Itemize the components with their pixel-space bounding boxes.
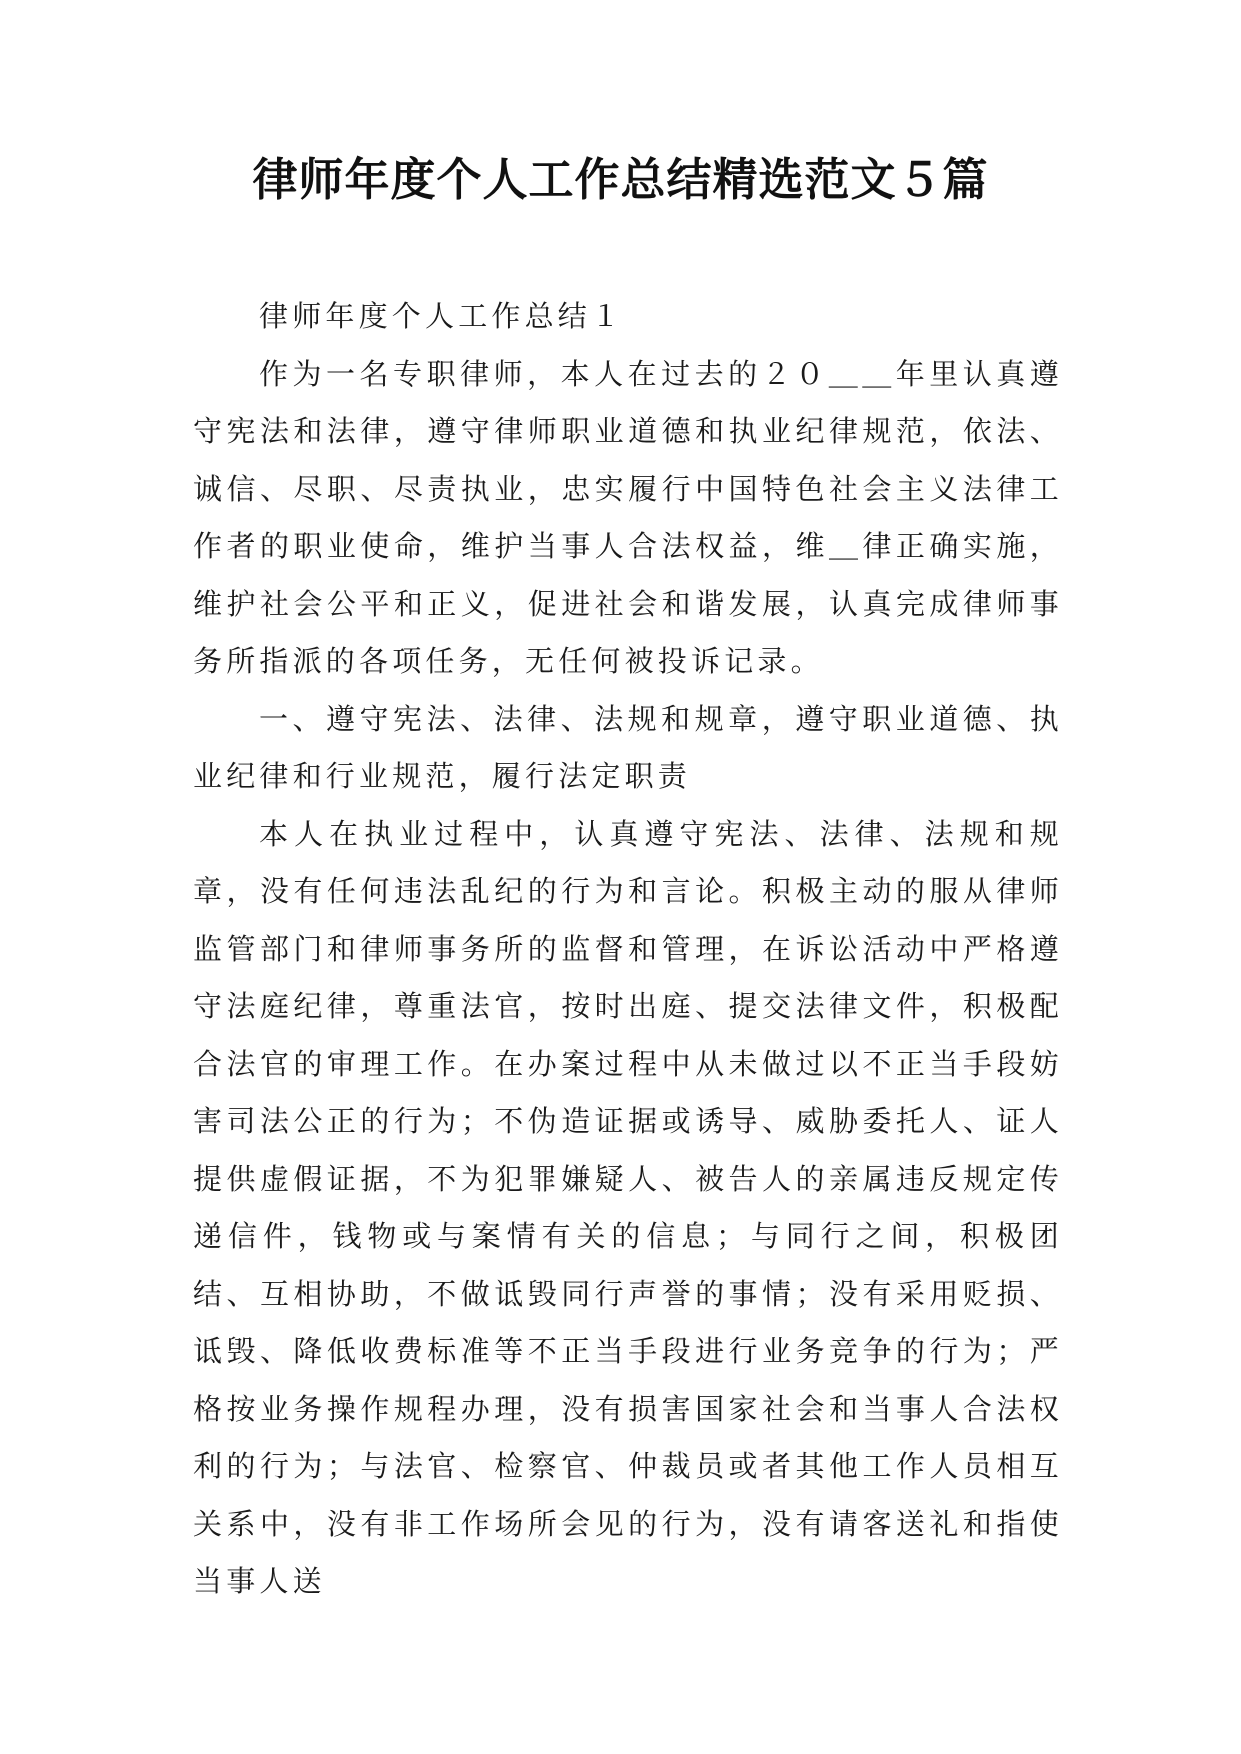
document-body xyxy=(193,288,1063,1611)
body-paragraph: 作为一名专职律师，本人在过去的２０＿＿年里认真遵守宪法和法律，遵守律师职业道德和执业纪律规范，依法、诚信、尽职、尽责执业，忠实履行中国特色社会主义法律工作者的职业使命，维护当事人合法权益，维＿律正确实施，维护社会公平和正义，促进社会和谐发展，认真完成律师事务所指派的各项任务，无任何被投诉记录。 xyxy=(193,356,1063,678)
body-paragraph: 本人在执业过程中，认真遵守宪法、法律、法规和规章，没有任何违法乱纪的行为和言论。积极主动的服从律师监管部门和律师事务所的监督和管理，在诉讼活动中严格遵守法庭纪律，尊重法官，按时出庭、提交法律文件，积极配合法官的审理工作。在办案过程中从未做过以不正当手段妨害司法公正的行为；不伪造证据或诱导、威胁委托人、证人提供虚假证据，不为犯罪嫌疑人、被告人的亲属违反规定传递信件，钱物或与案情有关的信息；与同行之间，积极团结、互相协助，不做诋毁同行声誉的事情；没有采用贬损、诋毁、降低收费标准等不正当手段进行业务竞争的行为；严格按业务操作规程办理，没有损害国家社会和当事人合法权利的行为；与法官、检察官、仲裁员或者其他工作人员相互关系中，没有非工作场所会见的行为，没有请客送礼和指使当事人送 xyxy=(193,816,1063,1598)
subsection-heading: 一、遵守宪法、法律、法规和规章，遵守职业道德、执业纪律和行业规范，履行法定职责 xyxy=(193,701,1063,793)
section-heading: 律师年度个人工作总结１ xyxy=(259,299,625,333)
document-title: 律师年度个人工作总结精选范文５篇 xyxy=(252,153,989,206)
